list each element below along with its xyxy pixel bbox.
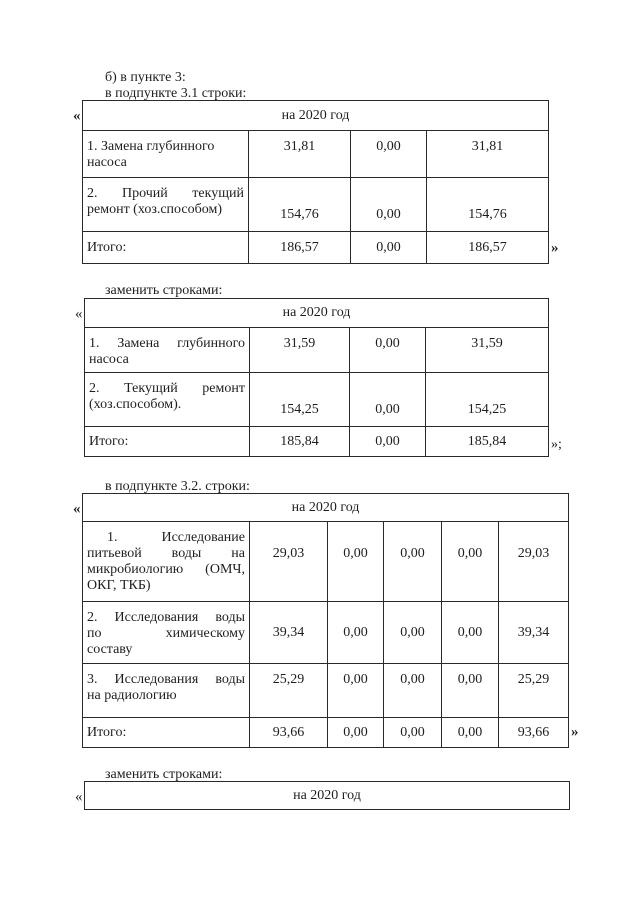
cell-value: 25,29 <box>250 664 328 718</box>
row-label-line: составу <box>87 642 133 657</box>
replace-label-2: заменить строками: <box>105 767 223 782</box>
cell-value: 0,00 <box>384 522 442 602</box>
cell-value: 29,03 <box>499 522 569 602</box>
cell-value: 0,00 <box>442 718 499 748</box>
cell-value: 31,59 <box>250 328 350 373</box>
close-quote-3: » <box>571 724 579 740</box>
row-label-line: 2. Текущий ремонт <box>89 381 245 396</box>
cell-value: 186,57 <box>427 232 549 264</box>
cell-value: 0,00 <box>350 373 426 427</box>
intro-line-2: в подпункте 3.1 строки: <box>105 86 247 101</box>
cell-value: 0,00 <box>328 522 384 602</box>
row-label-line: (хоз.способом). <box>89 397 182 412</box>
table-4 <box>84 781 570 810</box>
cell-value: 0,00 <box>350 328 426 373</box>
cell-value: 0,00 <box>351 131 427 178</box>
cell-value: 0,00 <box>442 602 499 664</box>
table-row <box>85 373 549 427</box>
cell-value: 29,03 <box>250 522 328 602</box>
cell-value: 154,25 <box>250 373 350 427</box>
row-label: Итого: <box>83 718 250 748</box>
row-label-line: питьевой воды на <box>87 546 245 561</box>
table-row <box>85 328 549 373</box>
row-label-line: 1. Замена глубинного <box>87 139 215 154</box>
cell-value: 31,81 <box>249 131 351 178</box>
row-label-line: на радиологию <box>87 688 177 703</box>
row-label-line: насоса <box>89 352 129 367</box>
table-1-header: на 2020 год <box>83 101 549 131</box>
table-row <box>83 602 569 664</box>
cell-value: 0,00 <box>350 427 426 457</box>
table-row <box>83 178 549 232</box>
cell-value: 0,00 <box>384 602 442 664</box>
cell-value: 0,00 <box>442 522 499 602</box>
table-3-header: на 2020 год <box>83 494 569 522</box>
cell-value: 186,57 <box>249 232 351 264</box>
table-2-header: на 2020 год <box>85 299 549 328</box>
open-quote-4: « <box>75 789 83 805</box>
cell-value: 0,00 <box>384 664 442 718</box>
cell-value: 0,00 <box>328 718 384 748</box>
cell-value: 0,00 <box>442 664 499 718</box>
cell-value: 31,59 <box>426 328 549 373</box>
row-label-line: микробиологию (ОМЧ, <box>87 562 245 577</box>
cell-value: 154,76 <box>249 178 351 232</box>
row-label-line: 2. Исследования воды <box>87 610 245 625</box>
cell-value: 25,29 <box>499 664 569 718</box>
cell-value: 39,34 <box>250 602 328 664</box>
cell-value: 31,81 <box>427 131 549 178</box>
intro-line-1: б) в пункте 3: <box>105 70 186 85</box>
row-label-line: 1. Исследование <box>107 530 245 545</box>
table-2 <box>84 298 549 457</box>
open-quote-1: « <box>73 108 81 124</box>
cell-value: 39,34 <box>499 602 569 664</box>
row-label-line: насоса <box>87 155 127 170</box>
row-label-line: 3. Исследования воды <box>87 672 245 687</box>
open-quote-3: « <box>73 501 81 517</box>
cell-value: 0,00 <box>351 232 427 264</box>
table-3 <box>82 493 569 748</box>
row-label-line: 1. Замена глубинного <box>89 336 245 351</box>
table-row <box>83 232 549 264</box>
close-quote-2: »; <box>551 437 562 452</box>
row-label: Итого: <box>85 427 250 457</box>
subpoint-3-2: в подпункте 3.2. строки: <box>105 479 250 494</box>
table-row <box>85 427 549 457</box>
row-label: Итого: <box>83 232 249 264</box>
replace-label-1: заменить строками: <box>105 283 223 298</box>
close-quote-1: » <box>551 240 559 256</box>
cell-value: 154,76 <box>427 178 549 232</box>
cell-value: 0,00 <box>351 178 427 232</box>
row-label-line: ремонт (хоз.способом) <box>87 202 222 217</box>
table-4-header: на 2020 год <box>85 782 570 810</box>
row-label-line: по химическому <box>87 626 245 641</box>
table-row <box>83 522 569 602</box>
cell-value: 185,84 <box>426 427 549 457</box>
row-label-line: 2. Прочий текущий <box>87 186 244 201</box>
open-quote-2: « <box>75 306 83 322</box>
cell-value: 185,84 <box>250 427 350 457</box>
cell-value: 93,66 <box>250 718 328 748</box>
cell-value: 0,00 <box>384 718 442 748</box>
cell-value: 93,66 <box>499 718 569 748</box>
table-row <box>83 664 569 718</box>
row-label-line: ОКГ, ТКБ) <box>87 578 151 593</box>
cell-value: 0,00 <box>328 602 384 664</box>
table-row <box>83 718 569 748</box>
cell-value: 154,25 <box>426 373 549 427</box>
cell-value: 0,00 <box>328 664 384 718</box>
table-1 <box>82 100 549 264</box>
table-row <box>83 131 549 178</box>
